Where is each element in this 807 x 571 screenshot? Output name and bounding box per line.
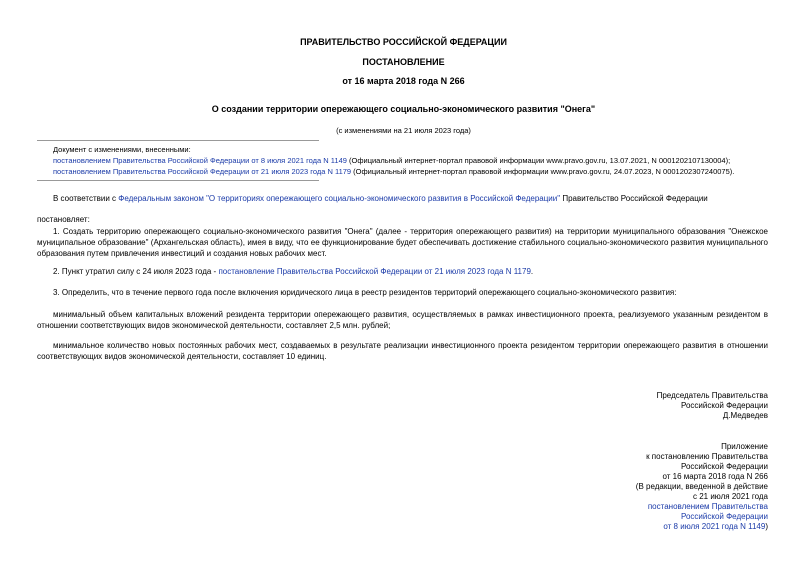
change-item (53, 167, 734, 176)
paragraph-1: 1. Создать территорию опережающего социально-экономического развития "Онега" (далее - территория опережающего развития) на территории муниципального образования "Онежское муниципальное образование" (Архангельская область), имея в виду, что ее функционирование будет обеспечивать достижение стабильного социально-экономического развития муниципального образования путем привлечения инвестиций и создания новых рабочих мест. (37, 227, 768, 258)
change-link[interactable]: постановлением Правительства Российской Федерации от 21 июля 2023 года N 1179 (53, 167, 352, 176)
doc-type: ПОСТАНОВЛЕНИЕ (362, 57, 445, 67)
appendix-link[interactable]: Российской Федерации (681, 512, 768, 521)
paragraph-2-end: . (530, 267, 534, 276)
paragraph-4: минимальный объем капитальных вложений резидента территории опережающего развития, осуществляемых в рамках инвестиционного проекта, реализуемого указанным резидентом в отношении соответствующих видов экономической деятельности, составляет 2,5 млн. рублей; (37, 310, 768, 330)
federal-law-link[interactable]: Федеральным законом "О территориях опережающего социально-экономического развития в Российской Федерации" (118, 194, 561, 203)
doc-date-number: от 16 марта 2018 года N 266 (342, 76, 465, 86)
resolves-text: постановляет: (37, 215, 90, 224)
appendix-line: (В редакции, введенной в действие (635, 482, 768, 491)
doc-title: О создании территории опережающего социально-экономического развития "Онега" (211, 104, 596, 114)
divider-bottom (37, 180, 319, 181)
signature-block (657, 391, 768, 421)
appendix-block (636, 442, 768, 532)
signature-country: Российской Федерации (681, 401, 768, 410)
change-source: (Официальный интернет-портал правовой информации www.pravo.gov.ru, 24.07.2023, N 0001202307240075). (351, 167, 735, 176)
paragraph-3: 3. Определить, что в течение первого года после включения юридического лица в реестр резидентов территорий опережающего социально-экономического развития: (53, 288, 677, 297)
change-source: (Официальный интернет-портал правовой информации www.pravo.gov.ru, 13.07.2021, N 0001202107130004); (346, 156, 731, 165)
preamble (53, 194, 708, 203)
appendix-heading: Приложение (721, 442, 768, 451)
paragraph-2 (53, 267, 533, 276)
revision-note: (с изменениями на 21 июля 2023 года) (336, 126, 471, 135)
appendix-line: Российской Федерации (681, 462, 768, 471)
paragraph-2-text: 2. Пункт утратил силу с 24 июля 2023 года - (53, 267, 219, 276)
preamble-text: Правительство Российской Федерации (560, 194, 708, 203)
government-title: ПРАВИТЕЛЬСТВО РОССИЙСКОЙ ФЕДЕРАЦИИ (300, 37, 507, 47)
changes-intro: Документ с изменениями, внесенными: (53, 145, 191, 154)
paragraph-5: минимальное количество новых постоянных рабочих мест, создаваемых в результате реализации инвестиционного проекта резидентом территории опережающего развития в отношении соответствующих видов экономической деятельности, составляет 10 единиц. (37, 341, 768, 361)
appendix-link[interactable]: постановлением Правительства (647, 502, 768, 511)
signature-title: Председатель Правительства (656, 391, 768, 400)
preamble-text: В соответствии с (53, 194, 119, 203)
change-item (53, 156, 730, 165)
appendix-line: с 21 июля 2021 года (692, 492, 768, 501)
signature-name: Д.Медведев (722, 411, 768, 420)
appendix-line: от 16 марта 2018 года N 266 (662, 472, 768, 481)
appendix-link[interactable]: от 8 июля 2021 года N 1149 (663, 522, 766, 531)
divider-top (37, 140, 319, 141)
change-link[interactable]: постановлением Правительства Российской Федерации от 8 июля 2021 года N 1149 (53, 156, 347, 165)
appendix-close: ) (765, 522, 768, 531)
appendix-line: к постановлению Правительства (646, 452, 768, 461)
repeal-link[interactable]: постановление Правительства Российской Федерации от 21 июля 2023 года N 1179 (218, 267, 531, 276)
